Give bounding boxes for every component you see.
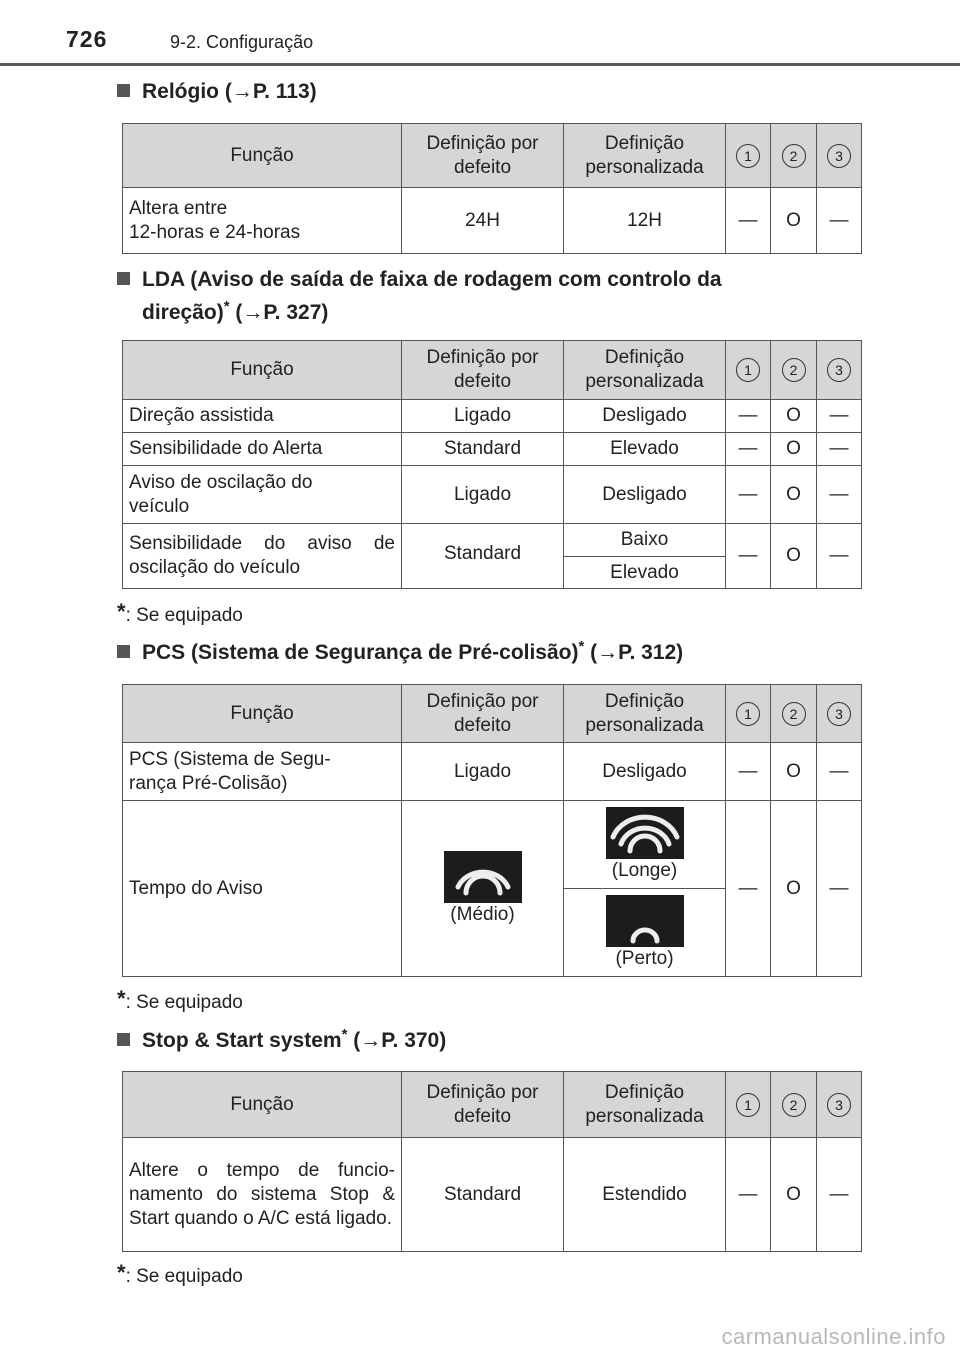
warning-timing-far-icon xyxy=(606,807,684,859)
column-header-default: Definição por defeito xyxy=(402,341,564,400)
icon-caption: (Longe) xyxy=(611,859,678,881)
method-1-cell: — xyxy=(726,433,771,466)
section-heading-stop-start: Stop & Start system* (→P. 370) xyxy=(117,1024,857,1057)
table-header-row xyxy=(123,1072,862,1138)
method-1-cell: — xyxy=(726,1138,771,1252)
column-header-method-1: 1 xyxy=(726,124,771,188)
function-cell: Sensibilidade do Alerta xyxy=(123,433,402,466)
table-header-row xyxy=(123,341,862,400)
column-header-method-3: 3 xyxy=(817,124,862,188)
column-header-default: Definição por defeito xyxy=(402,1072,564,1138)
section-title: PCS (Sistema de Segurança de Pré-colisão) xyxy=(142,641,579,664)
custom-value-cell: Elevado xyxy=(564,433,726,466)
method-2-cell: O xyxy=(771,400,817,433)
column-header-method-1: 1 xyxy=(726,341,771,400)
method-1-cell: — xyxy=(726,801,771,977)
table-row xyxy=(123,524,862,557)
column-header-custom: Definição personalizada xyxy=(564,341,726,400)
section-title-cont: direção) xyxy=(142,301,224,324)
square-bullet-icon xyxy=(117,645,130,658)
footnote-star: * xyxy=(578,638,585,655)
method-3-cell: — xyxy=(817,524,862,589)
default-value-cell: Standard xyxy=(402,1138,564,1252)
table-row xyxy=(123,801,862,889)
footnote: *: Se equipado xyxy=(117,1260,243,1287)
custom-value-cell: Estendido xyxy=(564,1138,726,1252)
column-header-method-3: 3 xyxy=(817,685,862,743)
method-2-cell: O xyxy=(771,524,817,589)
header-rule xyxy=(0,63,960,66)
footnote-star: * xyxy=(117,599,126,624)
table-row xyxy=(123,188,862,254)
icon-caption: (Médio) xyxy=(450,903,515,925)
method-1-cell: — xyxy=(726,400,771,433)
settings-table-stop-start xyxy=(122,1071,862,1252)
chapter-title: 9-2. Configuração xyxy=(170,32,314,52)
section-title: Relógio ( xyxy=(142,80,232,103)
footnote-star: * xyxy=(341,1026,348,1043)
custom-value-cell xyxy=(564,889,726,977)
square-bullet-icon xyxy=(117,272,130,285)
column-header-method-2: 2 xyxy=(771,341,817,400)
footnote: *: Se equipado xyxy=(117,599,243,626)
custom-value-cell: Desligado xyxy=(564,743,726,801)
function-cell: PCS (Sistema de Segu- rança Pré-Colisão) xyxy=(123,743,402,801)
section-heading-clock xyxy=(117,75,857,108)
section-heading-lda: LDA (Aviso de saída de faixa de rodagem com controlo da direção)* (→P. 327) xyxy=(117,263,857,329)
section-heading-pcs: PCS (Sistema de Segurança de Pré-colisão)* (→P. 312) xyxy=(117,636,857,669)
footnote-star: * xyxy=(117,1260,126,1285)
method-1-cell: — xyxy=(726,466,771,524)
footnote-star: * xyxy=(223,298,230,315)
custom-value-cell: Desligado xyxy=(564,400,726,433)
method-3-cell: — xyxy=(817,1138,862,1252)
warning-timing-near-icon xyxy=(606,895,684,947)
settings-table-pcs xyxy=(122,684,862,977)
table-row xyxy=(123,400,862,433)
column-header-method-1: 1 xyxy=(726,685,771,743)
column-header-function: Função xyxy=(123,685,402,743)
watermark: carmanualsonline.info xyxy=(721,1324,946,1349)
settings-table-clock xyxy=(122,123,862,254)
method-2-cell: O xyxy=(771,433,817,466)
column-header-method-3: 3 xyxy=(817,341,862,400)
section-title: Stop & Start system xyxy=(142,1029,342,1052)
table-row xyxy=(123,466,862,524)
column-header-default: Definição por defeito xyxy=(402,685,564,743)
function-cell: Aviso de oscilação do veículo xyxy=(123,466,402,524)
table-header-row xyxy=(123,124,862,188)
table-row xyxy=(123,1138,862,1252)
page-number: 726 xyxy=(66,26,108,52)
column-header-function: Função xyxy=(123,1072,402,1138)
table-header-row xyxy=(123,685,862,743)
method-2-cell: O xyxy=(771,466,817,524)
method-2-cell: O xyxy=(771,801,817,977)
method-1-cell: — xyxy=(726,524,771,589)
table-row xyxy=(123,743,862,801)
page-header xyxy=(0,0,960,66)
custom-value-cell: 12H xyxy=(564,188,726,254)
function-cell: Tempo do Aviso xyxy=(123,801,402,977)
column-header-function: Função xyxy=(123,124,402,188)
custom-value-cell: Elevado xyxy=(564,557,726,589)
method-3-cell: — xyxy=(817,743,862,801)
arrow-right-icon: → xyxy=(242,301,264,324)
footnote-star: * xyxy=(117,986,126,1011)
custom-value-cell xyxy=(564,801,726,889)
column-header-method-2: 2 xyxy=(771,685,817,743)
column-header-method-2: 2 xyxy=(771,124,817,188)
function-cell: Sensibilidade do aviso de oscilação do veículo xyxy=(123,524,402,589)
page-reference[interactable]: P. 312) xyxy=(618,641,684,664)
section-title: LDA (Aviso de saída de faixa de rodagem com controlo da xyxy=(142,268,722,291)
column-header-custom: Definição personalizada xyxy=(564,1072,726,1138)
default-value-cell: Standard xyxy=(402,524,564,589)
method-2-cell: O xyxy=(771,743,817,801)
method-3-cell: — xyxy=(817,466,862,524)
method-2-cell: O xyxy=(771,1138,817,1252)
arrow-right-icon: → xyxy=(360,1029,382,1052)
column-header-default: Definição por defeito xyxy=(402,124,564,188)
column-header-method-3: 3 xyxy=(817,1072,862,1138)
default-value-cell: Ligado xyxy=(402,466,564,524)
footnote: *: Se equipado xyxy=(117,986,243,1013)
method-3-cell: — xyxy=(817,433,862,466)
column-header-function: Função xyxy=(123,341,402,400)
page-reference[interactable]: P. 113) xyxy=(252,80,317,103)
icon-caption: (Perto) xyxy=(615,947,674,969)
arrow-right-icon: → xyxy=(597,641,619,664)
method-2-cell: O xyxy=(771,188,817,254)
custom-value-cell: Desligado xyxy=(564,466,726,524)
function-cell: Altera entre 12-horas e 24-horas xyxy=(123,188,402,254)
square-bullet-icon xyxy=(117,1033,130,1046)
page-reference[interactable]: P. 370) xyxy=(381,1029,447,1052)
method-3-cell: — xyxy=(817,400,862,433)
method-3-cell: — xyxy=(817,188,862,254)
column-header-method-2: 2 xyxy=(771,1072,817,1138)
default-value-cell: Standard xyxy=(402,433,564,466)
custom-value-cell: Baixo xyxy=(564,524,726,557)
arrow-right-icon: → xyxy=(231,80,253,103)
warning-timing-medium-icon xyxy=(444,851,522,903)
column-header-custom: Definição personalizada xyxy=(564,685,726,743)
column-header-method-1: 1 xyxy=(726,1072,771,1138)
function-cell: Direção assistida xyxy=(123,400,402,433)
default-value-cell: Ligado xyxy=(402,743,564,801)
method-1-cell: — xyxy=(726,743,771,801)
default-value-cell: 24H xyxy=(402,188,564,254)
default-value-cell: Ligado xyxy=(402,400,564,433)
function-cell: Altere o tempo de funcio- namento do sistema Stop & Start quando o A/C está ligado. xyxy=(123,1138,402,1252)
square-bullet-icon xyxy=(117,84,130,97)
method-3-cell: — xyxy=(817,801,862,977)
page-reference[interactable]: P. 327) xyxy=(263,301,329,324)
column-header-custom: Definição personalizada xyxy=(564,124,726,188)
default-value-cell xyxy=(402,801,564,977)
settings-table-lda xyxy=(122,340,862,589)
table-row xyxy=(123,433,862,466)
method-1-cell: — xyxy=(726,188,771,254)
